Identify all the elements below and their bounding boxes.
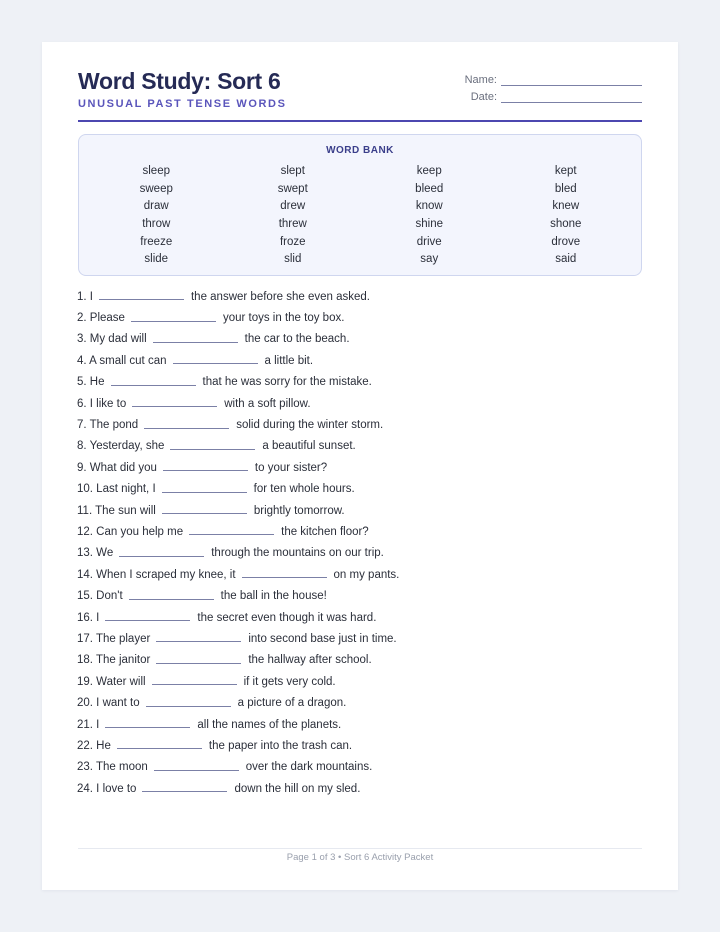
question-continuation: down the hill on my sled. xyxy=(234,782,361,795)
question-continuation: the paper into the trash can. xyxy=(208,739,353,752)
question-continuation: into second base just in time. xyxy=(248,632,397,645)
word-bank-word: drove xyxy=(551,235,581,248)
name-row xyxy=(452,69,642,86)
answer-blank[interactable] xyxy=(156,663,241,664)
question-continuation: on my pants. xyxy=(333,568,400,581)
question-item xyxy=(77,414,647,435)
answer-blank[interactable] xyxy=(153,342,238,343)
word-bank-word: keep xyxy=(416,165,442,177)
answer-blank[interactable] xyxy=(242,577,327,578)
question-prompt: 23. The moon xyxy=(77,761,148,774)
word-bank-word: say xyxy=(420,253,439,266)
question-item xyxy=(77,650,647,671)
footer-divider xyxy=(78,848,642,849)
question-continuation: the answer before she even asked. xyxy=(190,290,370,303)
question-item xyxy=(77,692,647,713)
word-bank-word: swept xyxy=(277,182,308,195)
question-list xyxy=(77,286,647,799)
word-bank xyxy=(78,134,642,276)
question-prompt: 24. I love to xyxy=(77,782,137,795)
word-bank-word: threw xyxy=(278,218,307,231)
question-prompt: 15. Don't xyxy=(77,590,123,603)
question-continuation: through the mountains on our trip. xyxy=(211,547,384,560)
question-item xyxy=(77,543,647,564)
answer-blank[interactable] xyxy=(154,770,239,771)
word-bank-word: slide xyxy=(144,253,169,266)
word-bank-word: draw xyxy=(143,200,169,213)
page-title: Word Study: Sort 6 xyxy=(78,68,281,94)
question-continuation: solid during the winter storm. xyxy=(236,419,384,432)
question-prompt: 3. My dad will xyxy=(77,333,147,346)
question-item xyxy=(77,564,647,585)
word-bank-word: shone xyxy=(550,218,582,231)
word-bank-word: sleep xyxy=(142,165,170,177)
word-bank-word: know xyxy=(415,200,443,213)
question-continuation: a little bit. xyxy=(264,354,314,367)
word-bank-word: slid xyxy=(284,253,302,266)
worksheet-page xyxy=(42,42,678,890)
name-date-block xyxy=(452,69,642,103)
word-bank-word: froze xyxy=(279,235,306,248)
question-item xyxy=(77,521,647,542)
question-continuation: that he was sorry for the mistake. xyxy=(202,376,372,389)
answer-blank[interactable] xyxy=(173,363,258,364)
question-continuation: brightly tomorrow. xyxy=(253,504,345,517)
question-prompt: 21. I xyxy=(77,718,100,731)
word-bank-word: throw xyxy=(142,218,171,231)
answer-blank[interactable] xyxy=(105,727,190,728)
word-bank-word: bled xyxy=(554,182,577,195)
answer-blank[interactable] xyxy=(111,385,196,386)
word-bank-title: WORD BANK xyxy=(326,145,394,156)
question-prompt: 12. Can you help me xyxy=(77,525,184,538)
question-item xyxy=(77,372,647,393)
name-label: Name: xyxy=(464,74,497,86)
answer-blank[interactable] xyxy=(99,299,184,300)
question-prompt: 16. I xyxy=(77,611,100,624)
question-prompt: 14. When I scraped my knee, it xyxy=(77,568,236,581)
question-item xyxy=(77,628,647,649)
question-continuation: for ten whole hours. xyxy=(253,483,355,496)
date-row xyxy=(452,86,642,103)
question-prompt: 1. I xyxy=(77,290,93,303)
question-continuation: with a soft pillow. xyxy=(224,397,311,410)
question-prompt: 17. The player xyxy=(77,632,151,645)
answer-blank[interactable] xyxy=(131,321,216,322)
question-item xyxy=(77,436,647,457)
word-bank-word: sweep xyxy=(139,182,173,195)
question-continuation: to your sister? xyxy=(254,461,328,474)
answer-blank[interactable] xyxy=(132,406,217,407)
answer-blank[interactable] xyxy=(162,513,247,514)
answer-blank[interactable] xyxy=(144,428,229,429)
answer-blank[interactable] xyxy=(117,748,202,749)
date-field-line[interactable] xyxy=(501,93,642,103)
name-field-line[interactable] xyxy=(501,76,642,86)
word-bank-word: freeze xyxy=(140,235,173,248)
page-footer: Page 1 of 3 • Sort 6 Activity Packet xyxy=(286,852,434,863)
question-continuation: if it gets very cold. xyxy=(243,675,336,688)
answer-blank[interactable] xyxy=(105,620,190,621)
question-prompt: 19. Water will xyxy=(77,675,146,688)
word-bank-word: knew xyxy=(552,200,580,213)
question-prompt: 13. We xyxy=(77,547,114,560)
word-bank-word: shine xyxy=(415,218,443,231)
question-item xyxy=(77,479,647,500)
question-prompt: 7. The pond xyxy=(77,419,139,432)
word-bank-word: said xyxy=(555,253,577,266)
question-continuation: the kitchen floor? xyxy=(281,525,369,538)
question-prompt: 9. What did you xyxy=(77,461,157,474)
answer-blank[interactable] xyxy=(119,556,204,557)
question-continuation: your toys in the toy box. xyxy=(222,312,345,325)
question-item xyxy=(77,500,647,521)
question-continuation: the ball in the house! xyxy=(220,590,327,603)
answer-blank[interactable] xyxy=(189,534,274,535)
question-item xyxy=(77,778,647,799)
word-bank-word: kept xyxy=(554,165,577,177)
question-continuation: all the names of the planets. xyxy=(197,718,342,731)
date-label: Date: xyxy=(470,91,497,103)
answer-blank[interactable] xyxy=(170,449,255,450)
question-continuation: over the dark mountains. xyxy=(245,761,373,774)
question-continuation: the hallway after school. xyxy=(248,654,372,667)
question-prompt: 6. I like to xyxy=(77,397,127,410)
question-prompt: 5. He xyxy=(77,376,105,389)
question-continuation: the secret even though it was hard. xyxy=(197,611,377,624)
question-item xyxy=(77,457,647,478)
question-prompt: 20. I want to xyxy=(77,697,140,710)
page-subtitle: UNUSUAL PAST TENSE WORDS xyxy=(78,98,287,110)
question-prompt: 4. A small cut can xyxy=(77,354,167,367)
question-item xyxy=(77,671,647,692)
question-prompt: 18. The janitor xyxy=(77,654,151,667)
answer-blank[interactable] xyxy=(162,492,247,493)
answer-blank[interactable] xyxy=(163,470,248,471)
question-item xyxy=(77,286,647,307)
answer-blank[interactable] xyxy=(142,791,227,792)
word-bank-grid xyxy=(88,163,634,269)
answer-blank[interactable] xyxy=(156,641,241,642)
answer-blank[interactable] xyxy=(152,684,237,685)
word-bank-word: drive xyxy=(416,235,442,248)
question-prompt: 22. He xyxy=(77,739,111,752)
question-continuation: a picture of a dragon. xyxy=(237,697,347,710)
question-prompt: 2. Please xyxy=(77,312,125,325)
question-prompt: 11. The sun will xyxy=(77,504,156,517)
word-bank-word: slept xyxy=(280,165,305,177)
word-bank-word: bleed xyxy=(415,182,444,195)
question-item xyxy=(77,607,647,628)
question-prompt: 8. Yesterday, she xyxy=(77,440,165,453)
header-divider xyxy=(78,120,642,122)
question-continuation: a beautiful sunset. xyxy=(262,440,356,453)
question-item xyxy=(77,714,647,735)
question-prompt: 10. Last night, I xyxy=(77,483,156,496)
answer-blank[interactable] xyxy=(129,599,214,600)
question-item xyxy=(77,585,647,606)
answer-blank[interactable] xyxy=(146,706,231,707)
question-item xyxy=(77,350,647,371)
question-continuation: the car to the beach. xyxy=(244,333,350,346)
question-item xyxy=(77,307,647,328)
question-item xyxy=(77,735,647,756)
question-item xyxy=(77,393,647,414)
question-item xyxy=(77,329,647,350)
question-item xyxy=(77,757,647,778)
word-bank-word: drew xyxy=(280,200,306,213)
